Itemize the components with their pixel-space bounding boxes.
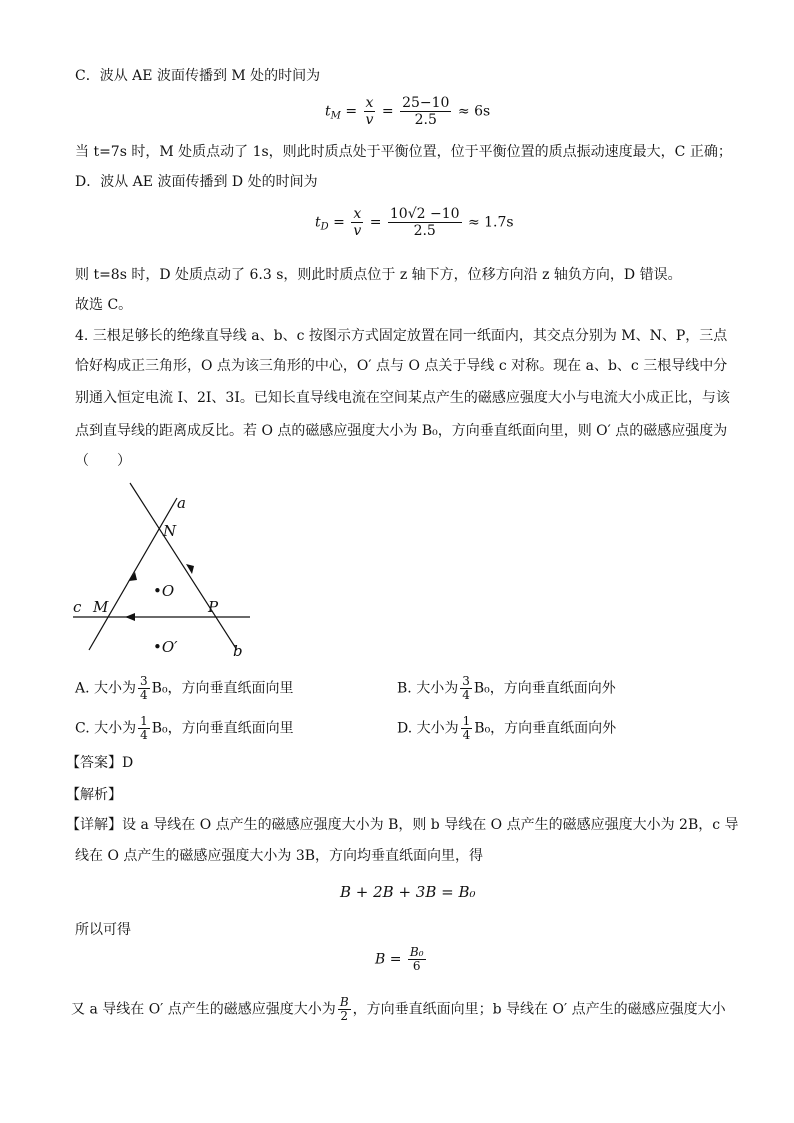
option-b[interactable]: B. 大小为 $\frac{3}{4}$ B₀，方向垂直纸面向外 [397,674,616,702]
option-c[interactable]: C. 大小为 $\frac{1}{4}$ B₀，方向垂直纸面向里 [75,714,294,742]
question-4-blank: （ ） [75,453,131,469]
option-d-explanation-intro: D．波从 AE 波面传播到 D 处的时间为 [75,174,318,190]
eq-equals: = [345,103,358,120]
option-d-conclusion: 则 t=8s 时，D 处质点动了 6.3 s，则此时质点位于 z 轴下方，位移方向沿 z 轴负方向，D 错误。 [75,267,682,283]
fraction-x-over-v: $\frac{x}{v}$ [365,95,374,128]
choice-conclusion: 故选 C。 [75,297,133,313]
label-n: N [163,522,177,540]
last-line: 又 a 导线在 O′ 点产生的磁感应强度大小为 $\frac{B}{2}$ ，方向垂直纸面向里；b 导线在 O′ 点产生的磁感应强度大小 [71,995,726,1023]
option-a[interactable]: A. 大小为 $\frac{3}{4}$ B₀，方向垂直纸面向里 [75,674,294,702]
label-o: •O [153,582,175,600]
option-c-conclusion: 当 t=7s 时，M 处质点动了 1s，则此时质点处于平衡位置，位于平衡位置的质点振动速度最大，C 正确； [75,144,732,160]
eq-t: t [325,103,331,120]
fraction-distance-over-speed: $\frac{25-10}{2.5}$ [402,95,450,128]
label-m: M [93,598,109,616]
question-4-line-2: 恰好构成正三角形，O 点为该三角形的中心，O′ 点与 O 点关于导线 c 对称。现在 a、b、c 三根导线中分 [75,358,728,374]
equation-time-m: $t_M$ = $\frac{x}{v}$ = $\frac{25-10}{2.5}$ ≈ 6s [325,95,491,128]
so-line: 所以可得 [75,922,131,938]
fraction-d-distance: $\frac{10√2 -10}{2.5}$ [389,206,460,239]
equation-time-d: $t_D$ = $\frac{x}{v}$ = $\frac{10√2 -10}{2.5}$ ≈ 1.7s [315,206,514,239]
question-4-line-4: 点到直导线的距离成反比。若 O 点的磁感应强度大小为 B₀，方向垂直纸面向里，则 O′ 点的磁感应强度为 [75,423,728,439]
option-d[interactable]: D. 大小为 $\frac{1}{4}$ B₀，方向垂直纸面向外 [397,714,617,742]
wires-triangle-figure [65,478,265,663]
eq-sub-m: M [330,110,341,122]
equation-sum: B + 2B + 3B = B₀ [340,883,476,901]
equation-b: B = $\frac{\text{B₀}}{6}$ [375,945,424,973]
arrow-c [125,613,135,621]
detail-line-2: 线在 O 点产生的磁感应强度大小为 3B，方向均垂直纸面向里，得 [75,848,484,864]
analysis-label: 【解析】 [66,787,122,803]
detail-line-1: 【详解】设 a 导线在 O 点产生的磁感应强度大小为 B，则 b 导线在 O 点产生的磁感应强度大小为 2B，c 导 [66,817,739,833]
label-o-prime: •O′ [153,638,178,656]
label-p: P [208,598,219,616]
eq-result: ≈ 6s [457,103,491,120]
question-4-line-3: 别通入恒定电流 I、2I、3I。已知长直导线电流在空间某点产生的磁感应强度大小与电流大小成正比，与该 [75,390,730,406]
label-b: b [233,642,243,660]
label-c: c [73,598,82,616]
wire-b [89,498,177,650]
label-a: a [177,494,186,512]
answer-line: 【答案】D [66,755,134,771]
question-4-line-1: 4. 三根足够长的绝缘直导线 a、b、c 按图示方式固定放置在同一纸面内，其交点分别为 M、N、P，三点 [75,328,728,344]
option-c-explanation-intro: C．波从 AE 波面传播到 M 处的时间为 [75,68,321,84]
